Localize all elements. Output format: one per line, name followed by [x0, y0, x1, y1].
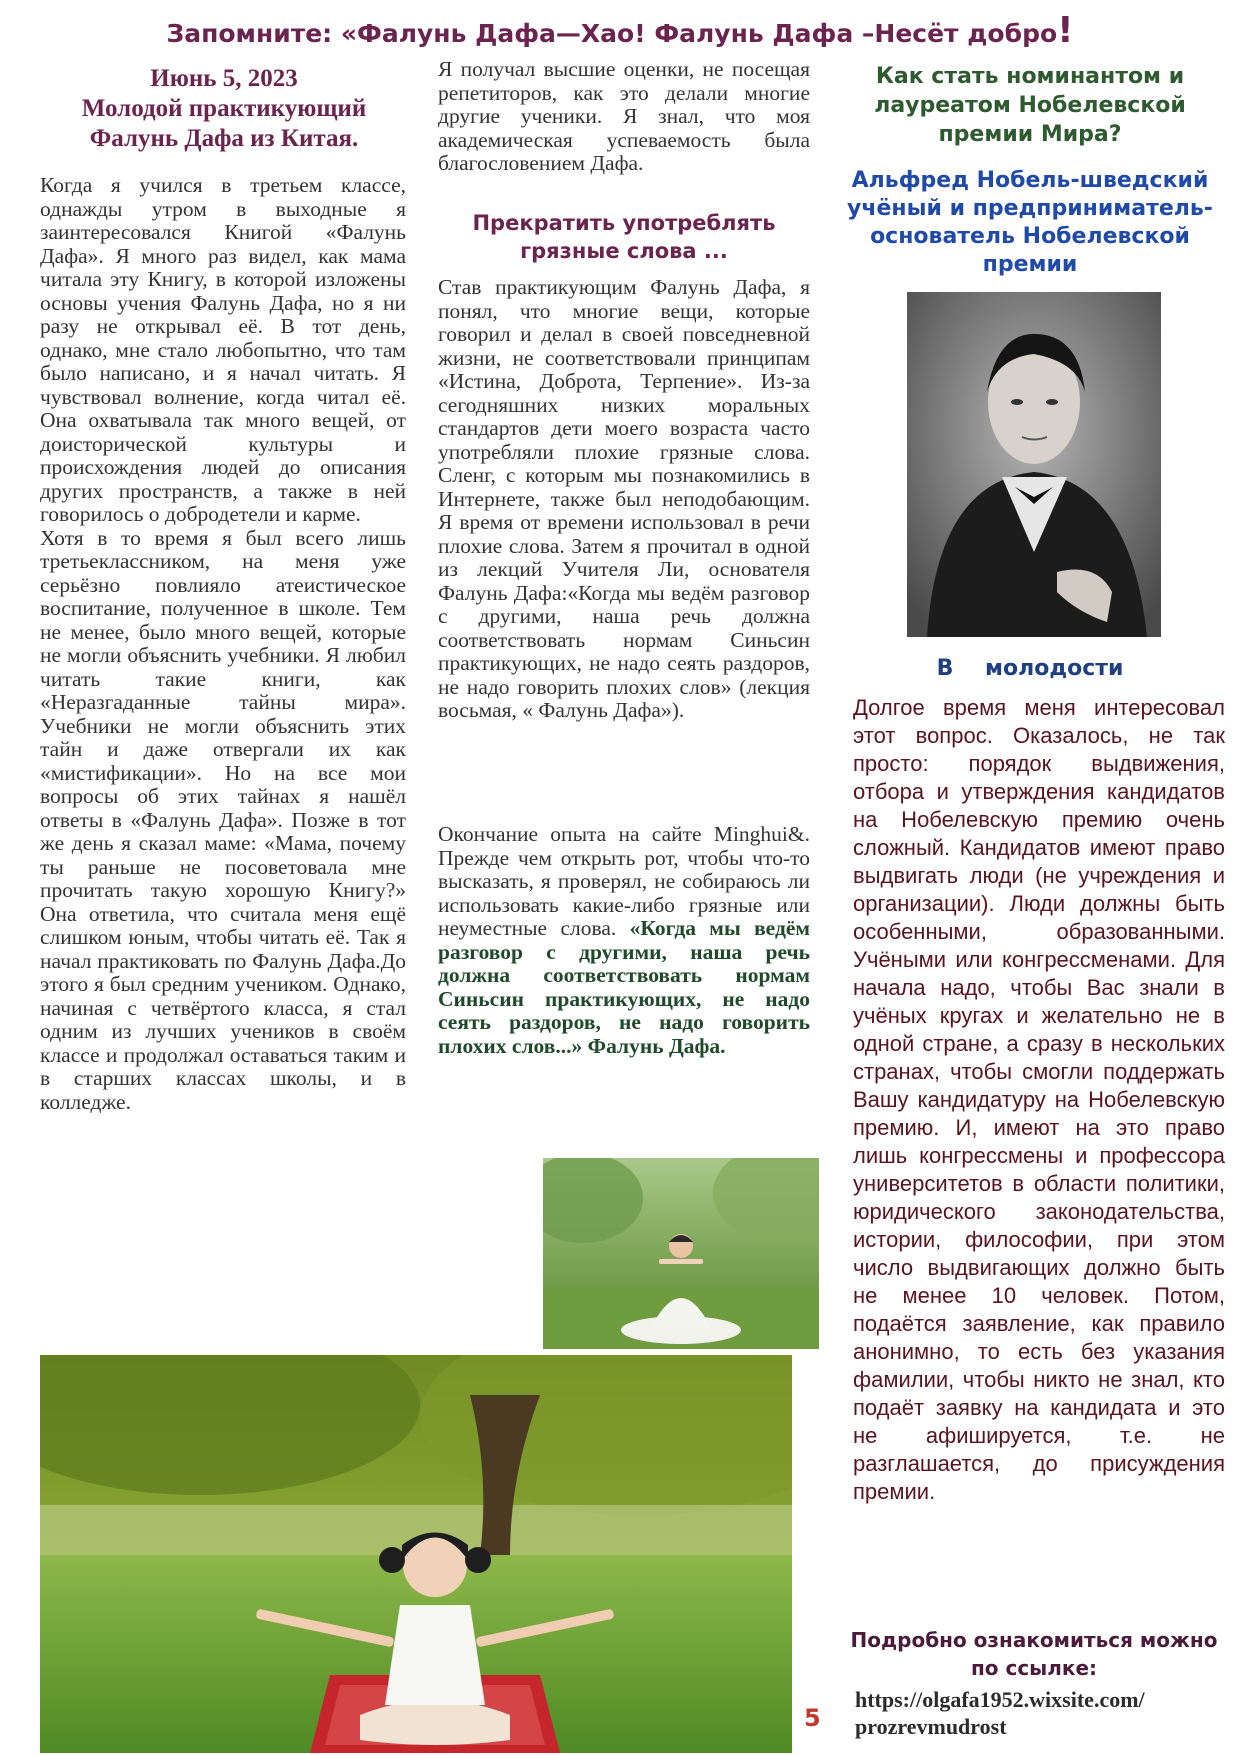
article-paragraph: Хотя в то время я был всего лишь третьеклассником, на меня уже серьёзно повлияло атеистическое воспитание, полученное в школе. Тем не менее, было много вещей, которые не могли объяснить учебники. Я любил читать такие книги, как «Неразгаданные тайны мира». Учебники не могли объяснить этих тайн и даже отвергали их как «мистификации». Но на все мои вопросы об этих тайнах я нашёл ответы в «Фалунь Дафа». Позже в тот же день я сказал маме: «Мама, почему ты раньше не посоветовала мне прочитать такую хорошую Книгу?» Она ответила, что считала меня ещё слишком юным, чтобы читать её. Так я начал практиковать по Фалунь Дафа.До этого я был средним учеником. Однако, начиная с четвёртого класса, я стал одним из лучших учеников в своём классе и продолжал оставаться таким и в старших классах школы, и в колледже.: [40, 525, 406, 1114]
subheading-line2: грязные слова ...: [520, 239, 728, 263]
banner-exclaim: !: [1057, 10, 1074, 51]
article-title-line1: Молодой практикующий: [81, 95, 367, 122]
nobel-body: Долгое время меня интересовал этот вопрос. Оказалось, не так просто: порядок выдвижения, отбора и утверждения кандидатов на Нобелевскую премию очень сложный. Кандидатов имеют право выдвигать люди (не учреждения и организации). Люди должны быть особенными, образованными. Учёными или конгрессменами. Для начала надо, чтобы Вас знали в учёных кругах и желательно не в одной стране, а сразу в нескольких странах, чтобы смогли поддержать Вашу кандидатуру на Нобелевскую премию. И, имеют на это право лишь конгрессмены и профессора университетов в области политики, юридического законодательства, истории, философии, при этом число выдвигающих должно быть не менее 10 человек. Потом, подаётся заявление, как правило анонимно, то есть без указания фамилии, чтобы никто не знал, кто подаёт заявку на кандидата и это не афишируется, т.е. не разглашается, до присуждения премии.: [853, 695, 1225, 1504]
article-paragraph: Я получал высшие оценки, не посещая репетиторов, как это делали многие другие ученики. Я знал, что моя академическая успеваемость была благословением Дафа.: [438, 57, 810, 175]
url-line2[interactable]: prozrevmudrost: [855, 1714, 1007, 1739]
article-paragraph: Став практикующим Фалунь Дафа, я понял, что многие вещи, которые говорил и делал в своей повседневной жизни, не соответствовали принципам «Истина, Доброта, Терпение». Из-за сегодняшних низких моральных стандартов дети моего возраста часто употребляли плохие грязные слова. Сленг, с которым мы познакомились в Интернете, также был неподобающим. Я время от времени использовал в речи плохие слова. Затем я прочитал в одной из лекций Учителя Ли, основателя Фалунь Дафа:«Когда мы ведём разговор с другими, наша речь должна соответствовать нормам Синьсин практикующих, не надо сеять раздоров, не надо говорить плохих слов» (лекция восьмая, « Фалунь Дафа»).: [438, 275, 810, 722]
man-meditation-illustration: [543, 1158, 819, 1349]
article-column-1: [40, 174, 406, 1114]
source-link[interactable]: [855, 1686, 1235, 1740]
child-meditation-illustration: [40, 1355, 792, 1753]
portrait-illustration: [907, 292, 1161, 637]
banner-text: Запомните: «Фалунь Дафа—Хао! Фалунь Дафа –Несёт добро: [166, 19, 1058, 48]
article-column-2-closing: [438, 823, 810, 1058]
source-footer: [845, 1626, 1223, 1682]
footer-line2: по ссылке:: [970, 1656, 1098, 1680]
nobel-portrait-photo: [907, 292, 1161, 637]
portrait-caption: В молодости: [936, 656, 1124, 681]
nobel-subtitle: Альфред Нобель-шведский учёный и предприниматель-основатель Нобелевской премии: [847, 168, 1213, 277]
page-number: 5: [804, 1704, 821, 1732]
article-title-line2: Фалунь Дафа из Китая.: [89, 125, 359, 152]
child-meditation-photo: [40, 1355, 792, 1753]
article-heading: [40, 64, 408, 154]
section-subheading: [438, 209, 810, 265]
article-column-2-top: [438, 58, 810, 176]
footer-line1: Подробно ознакомиться можно: [850, 1628, 1218, 1652]
closing-text: Окончание опыта на сайте Minghui&. Прежде чем открыть рот, чтобы что-то высказать, я проверял, не собираюсь ли использовать какие-либо грязные или неуместные слова.: [438, 822, 810, 940]
top-banner: [0, 10, 1240, 51]
man-meditation-photo: [543, 1158, 819, 1349]
article-date: Июнь 5, 2023: [150, 65, 298, 92]
nobel-title: Как стать номинантом и лауреатом Нобелевской премии Мира?: [874, 64, 1186, 147]
subheading-line1: Прекратить употреблять: [472, 211, 776, 235]
article-paragraph: [438, 823, 810, 1058]
article-paragraph: Когда я учился в третьем классе, однажды утром в выходные я заинтересовался Книгой «Фалунь Дафа». Я много раз видел, как мама читала эту Книгу, в которой изложены основы учения Фалунь Дафа, но я ни разу не открывал её. В тот день, однако, мне стало любопытно, что там было написано, и я начал читать. Я чувствовал волнение, когда читал её. Она охватывала так много вещей, от доисторической культуры и происхождения людей до описания других пространств, а также в ней говорилось о добродетели и карме.: [40, 173, 406, 526]
url-line1[interactable]: https://olgafa1952.wixsite.com/: [855, 1687, 1145, 1712]
closing-quote: «Когда мы ведём разговор с другими, наша речь должна соответствовать нормам Синьсин практикующих, не надо сеять раздоров, не надо говорить плохих слов...» Фалунь Дафа.: [438, 916, 811, 1058]
article-column-2-body: [438, 276, 810, 723]
